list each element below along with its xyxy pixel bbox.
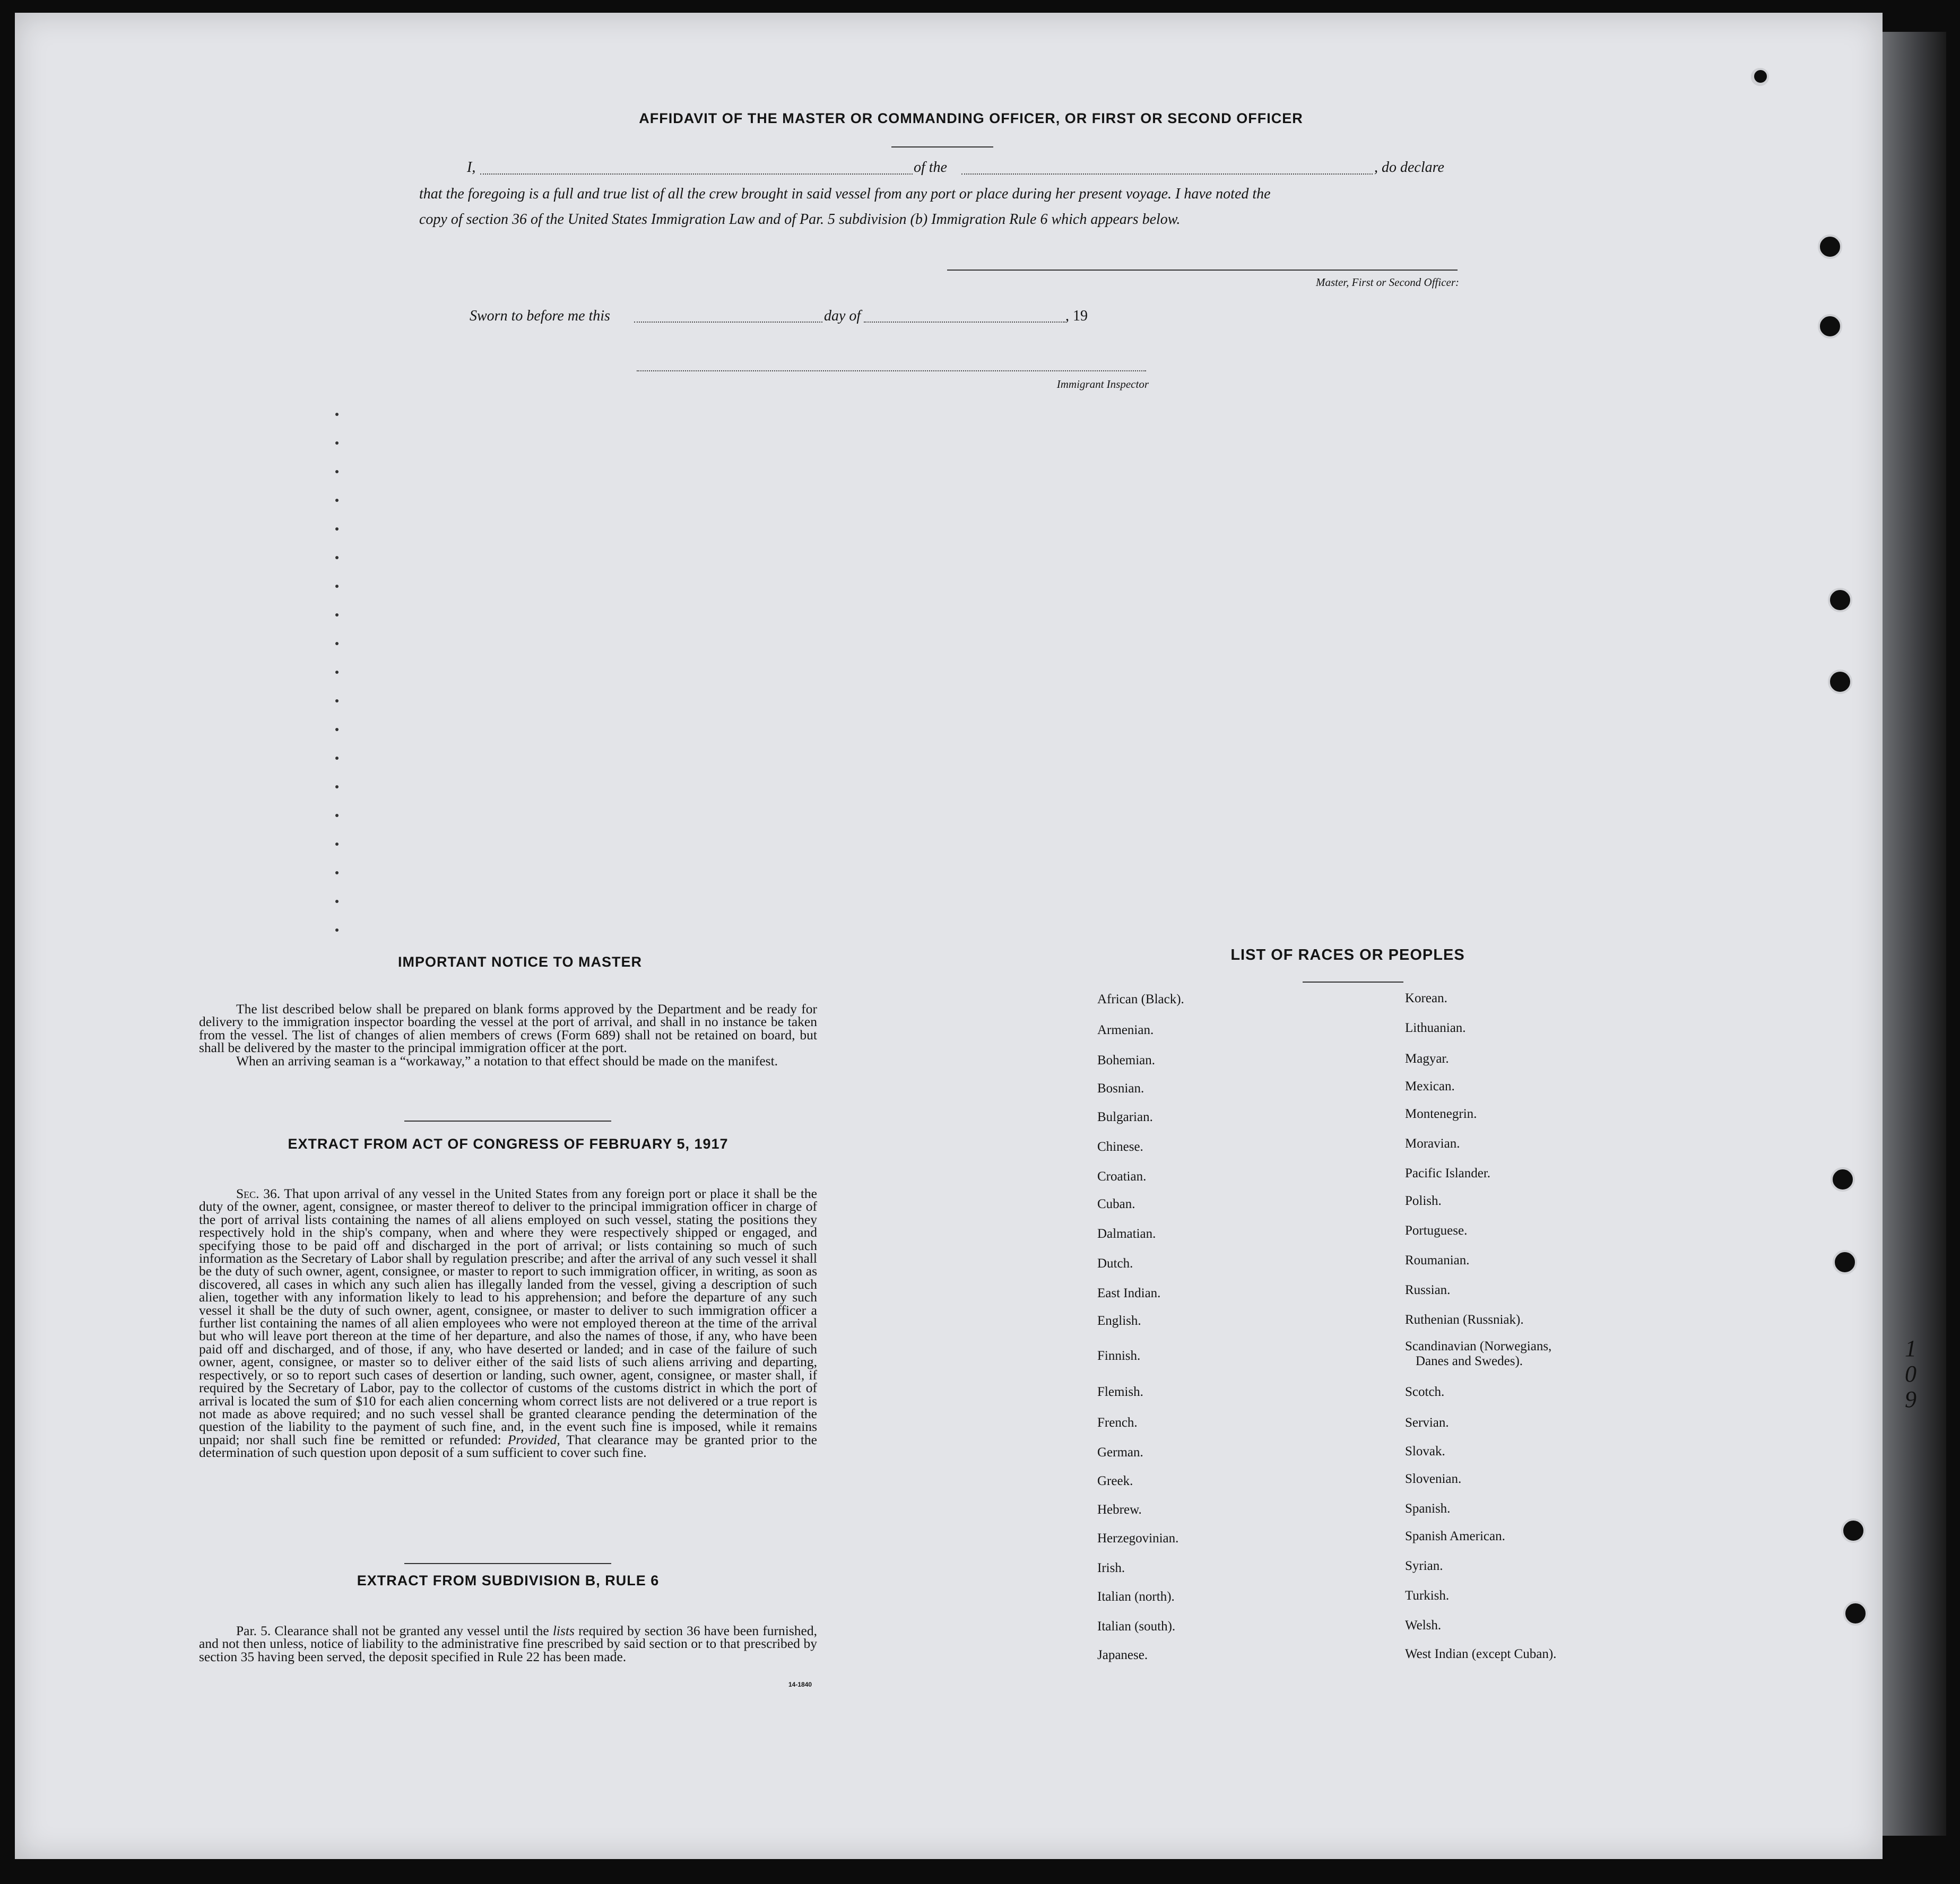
sworn-prefix: Sworn to before me this xyxy=(470,308,610,324)
punch-hole xyxy=(1818,314,1842,338)
race-item: Mexican. xyxy=(1405,1079,1455,1093)
section-text: That upon arrival of any vessel in the United States from any foreign port or place it shall be the duty of the owner, agent, consignee, or master thereof to deliver to the principal immigration officer in charge of the port of arrival lists containing the names of all aliens employed on such vessel, stating the positions they respectively hold in the ship's company, when and where they were respectively shipped or engaged, and specifying those to be paid off and discharged in the port of arrival; or lists containing so much of such information as the Secretary of Labor shall by regulation prescribe; and after the arrival of any such vessel it shall be the duty of such owner, agent, consignee, or master to report to such immigration officer, in writing, as soon as discovered, all cases in which any such alien has illegally landed from the vessel, giving a description of such alien, together with any information likely to lead to his apprehension; and before the departure of any such vessel it shall be the duty of such owner, agent, consignee, or master to deliver to such immigration officer a further list containing the names of all alien employees who were not employed thereon at the time of the arrival but who will leave port thereon at the time of her departure, and also the names of those, if any, who have been paid off and discharged, and of those, if any, who have deserted or landed; and in case of the failure of such owner, agent, consignee, or master so to deliver either of the said lists of such aliens arriving and departing, respectively, or so to report such cases of desertion or landing, such owner, agent, consignee, or master shall, if required by the Secretary of Labor, pay to the collector of customs of the customs district in which the port of arrival is located the sum of $10 for each alien concerning whom correct lists are not delivered or a true report is not made as above required; and no such vessel shall be granted clearance pending the determination of the question of the liability to the payment of such fine, and, in the event such fine is imposed, while it remains unpaid; nor shall such fine be remitted or refunded: xyxy=(199,1186,817,1447)
row-mark xyxy=(335,527,339,531)
race-item: Montenegrin. xyxy=(1405,1107,1477,1121)
race-item: Japanese. xyxy=(1097,1648,1148,1662)
master-name-field[interactable] xyxy=(480,173,913,175)
vessel-name-field[interactable] xyxy=(961,173,1373,175)
extract-rule-body xyxy=(199,1625,817,1663)
row-mark xyxy=(335,642,339,645)
row-mark xyxy=(335,556,339,559)
extract-rule-title: EXTRACT FROM SUBDIVISION B, RULE 6 xyxy=(357,1573,660,1588)
punch-hole xyxy=(1752,68,1769,85)
race-item: Danes and Swedes). xyxy=(1416,1354,1523,1368)
punch-hole xyxy=(1831,1167,1855,1192)
affidavit-line2: that the foregoing is a full and true list of all the crew brought in said vessel from any port or place during her present voyage. I have noted the xyxy=(419,186,1271,202)
race-item: Scotch. xyxy=(1405,1385,1445,1399)
row-mark xyxy=(335,499,339,502)
race-item: Chinese. xyxy=(1097,1140,1143,1154)
row-mark xyxy=(335,757,339,760)
notice-paragraph-2: When an arriving seaman is a “workaway,” a notation to that effect should be made on the manifest. xyxy=(236,1053,778,1069)
race-item: Bosnian. xyxy=(1097,1081,1144,1096)
race-item: Magyar. xyxy=(1405,1052,1449,1066)
race-item: French. xyxy=(1097,1416,1138,1430)
divider xyxy=(404,1121,611,1122)
race-item: African (Black). xyxy=(1097,992,1184,1006)
master-signature-line[interactable] xyxy=(947,270,1458,271)
race-item: Roumanian. xyxy=(1405,1253,1470,1267)
row-mark xyxy=(335,671,339,674)
race-item: English. xyxy=(1097,1314,1141,1328)
row-mark xyxy=(335,441,339,445)
row-mark xyxy=(335,413,339,416)
sworn-month-field[interactable] xyxy=(864,322,1065,323)
race-item: Italian (south). xyxy=(1097,1619,1176,1634)
affidavit-title: AFFIDAVIT OF THE MASTER OR COMMANDING OFFICER, OR FIRST OR SECOND OFFICER xyxy=(639,110,1303,126)
sworn-year: , 19 xyxy=(1065,308,1088,324)
race-item: Scandinavian (Norwegians, xyxy=(1405,1339,1552,1353)
affidavit-i: I, xyxy=(467,159,476,176)
race-item: Slovak. xyxy=(1405,1444,1445,1458)
race-item: East Indian. xyxy=(1097,1286,1161,1300)
race-item: Irish. xyxy=(1097,1561,1125,1575)
form-number: 14-1840 xyxy=(788,1681,812,1688)
punch-hole xyxy=(1818,235,1842,259)
race-item: Croatian. xyxy=(1097,1169,1147,1184)
inspector-label: Immigrant Inspector xyxy=(1056,378,1149,390)
lists-word: lists xyxy=(552,1623,575,1638)
race-item: Ruthenian (Russniak). xyxy=(1405,1313,1524,1327)
races-title: LIST OF RACES OR PEOPLES xyxy=(1230,947,1465,963)
sworn-day-of: day of xyxy=(824,308,861,324)
binder-edge xyxy=(1883,32,1946,1836)
race-item: Bulgarian. xyxy=(1097,1110,1153,1124)
divider xyxy=(404,1563,611,1564)
affidavit-declare: , do declare xyxy=(1374,159,1444,176)
row-mark xyxy=(335,928,339,932)
extract-act-body xyxy=(199,1187,817,1460)
race-item: German. xyxy=(1097,1445,1143,1460)
race-item: Spanish. xyxy=(1405,1501,1451,1516)
race-item: West Indian (except Cuban). xyxy=(1405,1647,1557,1661)
row-mark xyxy=(335,585,339,588)
row-mark xyxy=(335,470,339,473)
row-mark xyxy=(335,613,339,617)
rule-text: Par. 5. Clearance shall not be granted any vessel until the xyxy=(236,1623,549,1638)
race-item: Portuguese. xyxy=(1405,1223,1468,1238)
race-item: Polish. xyxy=(1405,1194,1442,1208)
provided-word: Provided, xyxy=(507,1431,560,1447)
race-item: Lithuanian. xyxy=(1405,1021,1466,1035)
row-mark xyxy=(335,699,339,702)
affidavit-of-the: of the xyxy=(914,159,947,176)
race-item: Turkish. xyxy=(1405,1588,1450,1603)
race-item: Greek. xyxy=(1097,1474,1133,1488)
race-item: Finnish. xyxy=(1097,1349,1141,1363)
divider xyxy=(1303,982,1403,983)
race-item: Dutch. xyxy=(1097,1256,1133,1271)
punch-hole xyxy=(1841,1518,1866,1543)
race-item: Herzegovinian. xyxy=(1097,1531,1179,1546)
race-item: Armenian. xyxy=(1097,1023,1154,1037)
punch-hole xyxy=(1828,670,1852,694)
race-item: Russian. xyxy=(1405,1283,1451,1297)
extract-act-title: EXTRACT FROM ACT OF CONGRESS OF FEBRUARY 5, 1917 xyxy=(288,1136,729,1152)
margin-handwriting: 1 0 9 xyxy=(1905,1335,1916,1412)
race-item: Flemish. xyxy=(1097,1385,1143,1399)
race-item: Hebrew. xyxy=(1097,1503,1142,1517)
row-mark xyxy=(335,871,339,874)
row-mark xyxy=(335,814,339,817)
punch-hole xyxy=(1843,1601,1868,1626)
race-item: Korean. xyxy=(1405,991,1447,1005)
punch-hole xyxy=(1833,1250,1857,1274)
row-mark xyxy=(335,900,339,903)
row-mark xyxy=(335,785,339,788)
race-item: Italian (north). xyxy=(1097,1590,1175,1604)
race-item: Moravian. xyxy=(1405,1136,1460,1151)
race-item: Cuban. xyxy=(1097,1197,1135,1211)
row-mark xyxy=(335,843,339,846)
race-item: Pacific Islander. xyxy=(1405,1166,1491,1180)
race-item: Slovenian. xyxy=(1405,1472,1462,1486)
punch-hole xyxy=(1828,588,1852,612)
notice-body xyxy=(199,1003,817,1067)
race-item: Servian. xyxy=(1405,1416,1449,1430)
race-item: Spanish American. xyxy=(1405,1529,1505,1543)
notice-title: IMPORTANT NOTICE TO MASTER xyxy=(398,954,642,970)
notice-paragraph-1: The list described below shall be prepared on blank forms approved by the Department and be ready for delivery to the immigration inspector boarding the vessel at the port of arrival, and shall in no instance be taken from the vessel. The list of changes of alien members of crews (Form 689) shall not be retained on board, but shall be delivered by the master to the principal immigration officer at the port. xyxy=(199,1001,817,1056)
rule-text-end: required by section 36 have been furnished, and not then unless, notice of liability to the administrative fine prescribed by said section or to that prescribed by section 35 having been served, the deposit specified in Rule 22 has been made. xyxy=(199,1623,818,1664)
row-mark xyxy=(335,728,339,731)
section-label: Sec. 36. xyxy=(236,1186,281,1201)
sworn-day-field[interactable] xyxy=(634,322,822,323)
race-item: Welsh. xyxy=(1405,1618,1442,1633)
affidavit-line3: copy of section 36 of the United States Immigration Law and of Par. 5 subdivision (b) Immigration Rule 6 which appears below. xyxy=(419,211,1181,228)
race-item: Bohemian. xyxy=(1097,1053,1156,1067)
signature-label: Master, First or Second Officer: xyxy=(1315,276,1459,289)
section-text-end: That clearance may be granted prior to the determination of such question upon deposit of a sum sufficient to cover such fine. xyxy=(199,1431,817,1461)
race-item: Dalmatian. xyxy=(1097,1227,1156,1241)
race-item: Syrian. xyxy=(1405,1559,1443,1573)
inspector-signature-line[interactable] xyxy=(637,370,1146,371)
divider xyxy=(891,146,993,147)
